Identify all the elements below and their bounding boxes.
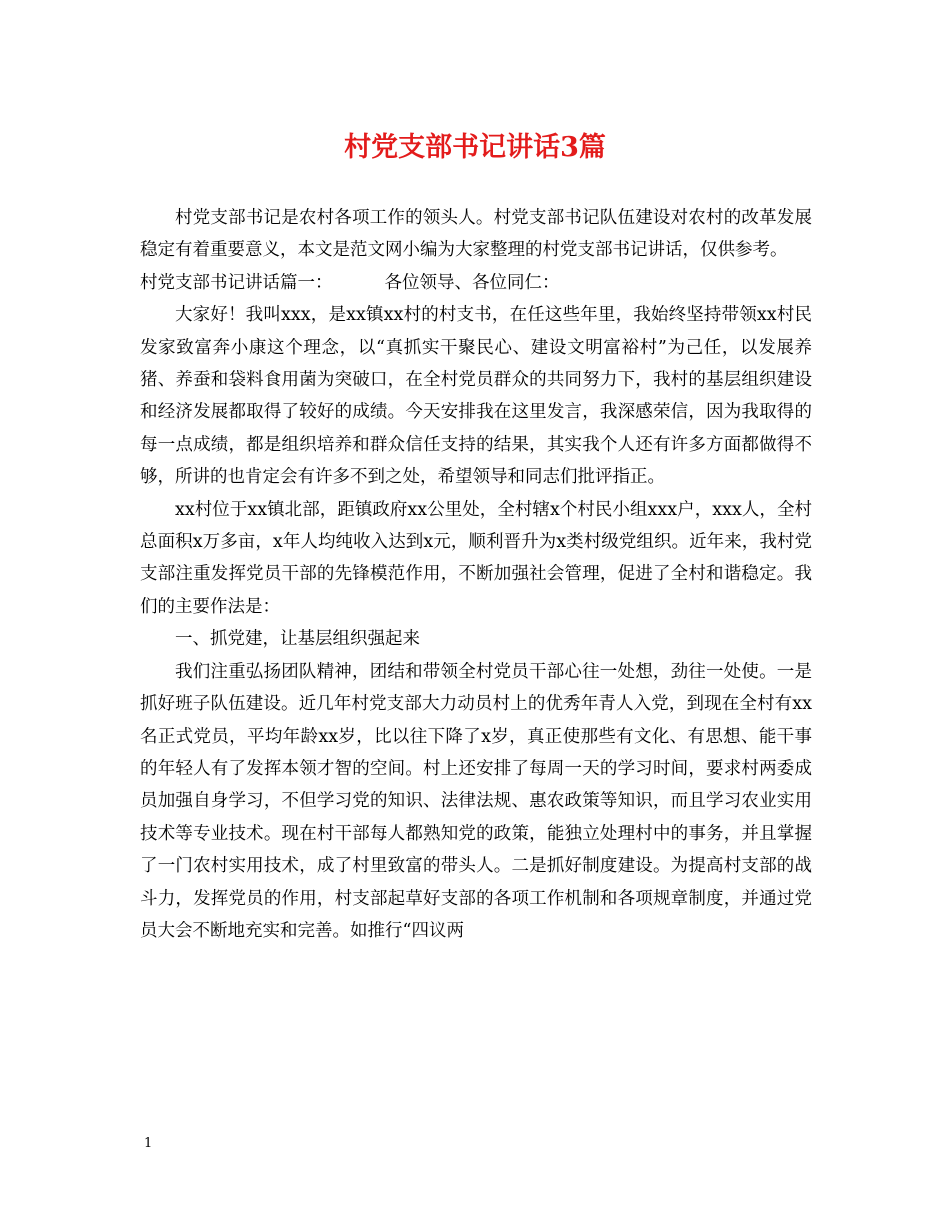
document-title: 村党支部书记讲话3篇 [344,132,606,163]
document-body [140,202,812,947]
intro-paragraph: 村党支部书记是农村各项工作的领头人。村党支部书记队伍建设对农村的改革发展稳定有着重要意义，本文是范文网小编为大家整理的村党支部书记讲话，仅供参考。 [140,208,812,261]
section-opening-line [140,267,812,299]
page-number: 1 [144,1136,153,1151]
body-paragraph: 大家好！我叫xxx，是xx镇xx村的村支书，在任这些年里，我始终坚持带领xx村民发家致富奔小康这个理念，以“真抓实干聚民心、建设文明富裕村”为己任，以发展养猪、养蚕和袋料食用菌为突破口，在全村党员群众的共同努力下，我村的基层组织建设和经济发展都取得了较好的成绩。今天安排我在这里发言，我深感荣信，因为我取得的每一点成绩，都是组织培养和群众信任支持的结果，其实我个人还有许多方面都做得不够，所讲的也肯定会有许多不到之处，希望领导和同志们批评指正。 [140,305,812,488]
salutation: 各位领导、各位同仁： [384,272,560,293]
body-paragraph: 我们注重弘扬团队精神，团结和带领全村党员干部心往一处想，劲往一处使。一是抓好班子队伍建设。近几年村党支部大力动员村上的优秀年青人入党，到现在全村有xx名正式党员，平均年龄xx岁，比以往下降了x岁，真正使那些有文化、有思想、能干事的年轻人有了发挥本领才智的空间。村上还安排了每周一天的学习时间，要求村两委成员加强自身学习，不但学习党的知识、法律法规、惠农政策等知识，而且学习农业实用技术等专业技术。现在村干部每人都熟知党的政策，能独立处理村中的事务，并且掌握了一门农村实用技术，成了村里致富的带头人。二是抓好制度建设。为提高村支部的战斗力，发挥党员的作用，村支部起草好支部的各项工作机制和各项规章制度，并通过党员大会不断地充实和完善。如推行“四议两 [140,661,812,941]
body-paragraph: xx村位于xx镇北部，距镇政府xx公里处，全村辖x个村民小组xxx户，xxx人，全村总面积x万多亩，x年人均纯收入达到x元，顺利晋升为x类村级党组织。近年来，我村党支部注重发挥党员干部的先锋模范作用，不断加强社会管理，促进了全村和谐稳定。我们的主要作法是： [140,499,812,617]
section-heading: 村党支部书记讲话篇一： [140,272,333,293]
subsection-heading: 一、抓党建，让基层组织强起来 [175,629,420,650]
